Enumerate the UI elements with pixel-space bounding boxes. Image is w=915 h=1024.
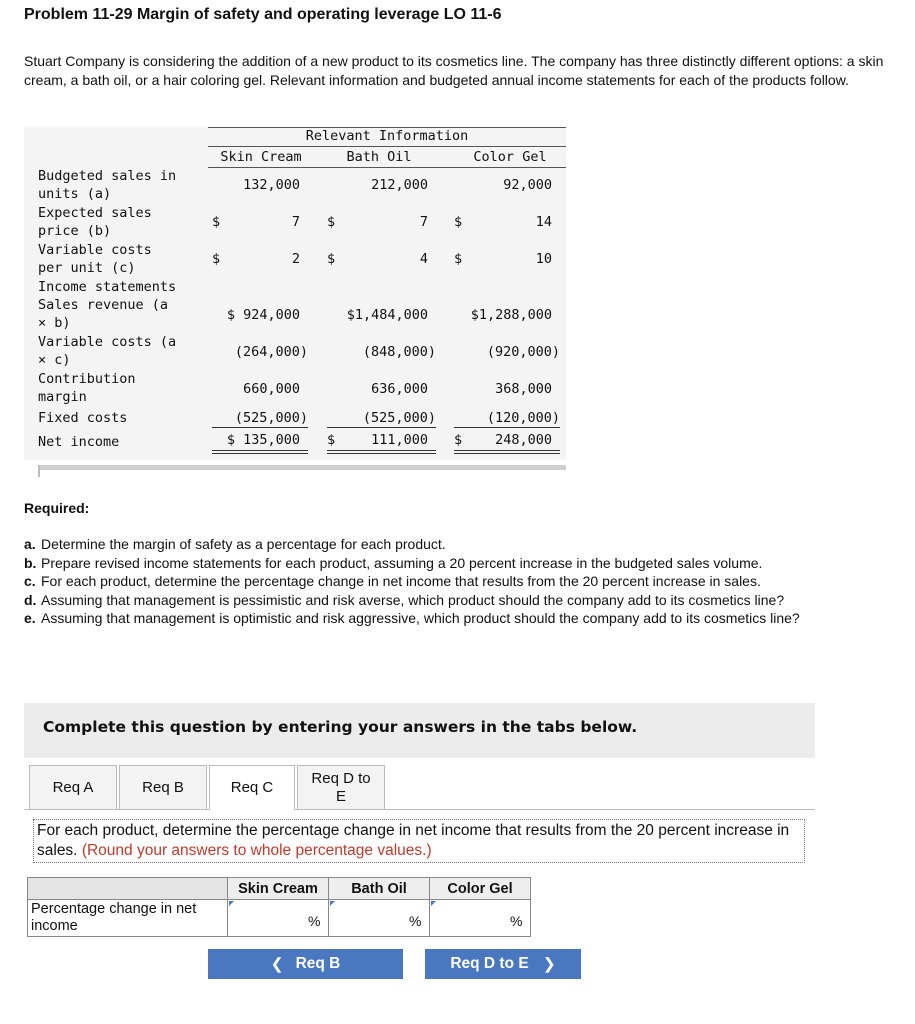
units-label-2: units (a) <box>38 186 112 202</box>
percent-sign: % <box>510 913 523 929</box>
tab-instruction <box>33 819 805 863</box>
required-list <box>24 535 904 628</box>
required-item-d: d. Assuming that management is pessimistic and risk averse, which product should the company add to its cosmetics line? <box>24 591 785 608</box>
ni-gel: 248,000 <box>495 432 552 448</box>
units-bath: 212,000 <box>371 177 428 193</box>
required-item-b: b. Prepare revised income statements for each product, assuming a 20 percent increase in the budgeted sales volume. <box>24 554 763 571</box>
price-bath-dollar: $ <box>327 214 336 230</box>
var-gel-dollar: $ <box>454 251 463 267</box>
var-skin: 2 <box>291 251 300 267</box>
price-gel: 14 <box>535 214 552 230</box>
answer-row-label: Percentage change in net income <box>28 900 228 937</box>
answer-header-blank <box>28 878 228 900</box>
ni-gel-dollar: $ <box>454 432 463 448</box>
revenue-bath: $1,484,000 <box>346 307 428 323</box>
units-skin: 132,000 <box>243 177 300 193</box>
required-item-a: a. Determine the margin of safety as a percentage for each product. <box>24 536 446 552</box>
next-req-d-to-e-button[interactable] <box>425 949 581 979</box>
price-gel-dollar: $ <box>454 214 463 230</box>
input-indicator <box>431 901 436 906</box>
double-underline-gel-b <box>454 453 560 454</box>
table-caption: Relevant Information <box>305 128 469 144</box>
units-label: Budgeted sales in <box>38 168 177 184</box>
fc-skin: (525,000) <box>234 410 308 426</box>
header-mid-rule <box>208 146 566 147</box>
double-underline-gel-a <box>454 450 560 451</box>
instruction-text: For each product, determine the percentage change in net income that results from the 20 percent increase in sales. <box>37 822 790 859</box>
tab-rule-left <box>24 809 209 810</box>
double-underline-bath-b <box>327 453 436 454</box>
fc-bath: (525,000) <box>362 410 436 426</box>
problem-title: Problem 11-29 Margin of safety and operating leverage LO 11-6 <box>24 6 502 23</box>
col-skin-cream: Skin Cream <box>220 149 302 165</box>
instruction-note: (Round your answers to whole percentage values.) <box>81 842 432 859</box>
ni-label: Net income <box>38 434 120 450</box>
required-item-c: c. For each product, determine the percentage change in net income that results from the 20 percent increase in sales. <box>24 573 761 589</box>
underline-gel-fc <box>454 427 560 428</box>
cm-label-2: margin <box>38 389 87 405</box>
tab-rule-right <box>295 809 815 810</box>
fc-label: Fixed costs <box>38 410 128 426</box>
varcost-gel: (920,000) <box>486 344 560 360</box>
prev-button-label: Req B <box>295 955 341 972</box>
ni-skin: $ 135,000 <box>226 432 300 448</box>
col-bath-oil: Bath Oil <box>346 149 412 165</box>
revenue-label-2: × b) <box>38 315 71 331</box>
cm-gel: 368,000 <box>495 381 552 397</box>
tab-req-a[interactable]: Req A <box>29 765 117 810</box>
varcost-label: Variable costs (a <box>38 334 177 350</box>
double-underline-skin-b <box>212 453 308 454</box>
var-label: Variable costs <box>38 242 152 258</box>
answer-table <box>27 877 531 937</box>
table-scrollbar[interactable] <box>38 465 566 470</box>
banner-text: Complete this question by entering your answers in the tabs below. <box>43 718 638 736</box>
varcost-label-2: × c) <box>38 352 71 368</box>
income-statements-label: Income statements <box>38 279 177 295</box>
var-bath: 4 <box>419 251 428 267</box>
instruction-banner <box>24 703 815 758</box>
prev-req-b-button[interactable] <box>208 949 403 979</box>
tab-req-c[interactable]: Req C <box>209 765 295 810</box>
revenue-gel: $1,288,000 <box>470 307 552 323</box>
revenue-skin: $ 924,000 <box>226 307 300 323</box>
input-indicator <box>330 901 335 906</box>
var-skin-dollar: $ <box>212 251 221 267</box>
cm-label: Contribution <box>38 371 136 387</box>
problem-intro: Stuart Company is considering the addition of a new product to its cosmetics line. The company has three distinctly different options: a skin cream, a bath oil, or a hair coloring gel. Relevant information and budgeted annual income statements for each of the products follow. <box>24 53 884 88</box>
price-label: Expected sales <box>38 205 152 221</box>
revenue-label: Sales revenue (a <box>38 297 169 313</box>
answer-col-skin-cream: Skin Cream <box>228 878 329 900</box>
var-bath-dollar: $ <box>327 251 336 267</box>
double-underline-skin-a <box>212 450 308 451</box>
fc-gel: (120,000) <box>486 410 560 426</box>
cm-skin: 660,000 <box>243 381 300 397</box>
cm-bath: 636,000 <box>371 381 428 397</box>
var-label-2: per unit (c) <box>38 260 136 276</box>
tab-req-d-to-e-label: Req D to E <box>311 769 371 805</box>
underline-bath-fc <box>327 427 436 428</box>
answer-col-bath-oil: Bath Oil <box>329 878 430 900</box>
header-bottom-rule <box>208 167 566 168</box>
chevron-right-icon: ❯ <box>542 955 556 973</box>
answer-col-color-gel: Color Gel <box>430 878 531 900</box>
percent-sign: % <box>308 913 321 929</box>
var-gel: 10 <box>535 251 552 267</box>
price-label-2: price (b) <box>38 223 112 239</box>
next-button-label: Req D to E <box>450 955 529 972</box>
price-skin-dollar: $ <box>212 214 221 230</box>
varcost-skin: (264,000) <box>234 344 308 360</box>
percent-sign: % <box>409 913 422 929</box>
answer-input-bath-oil[interactable] <box>329 900 430 937</box>
col-color-gel: Color Gel <box>473 149 547 165</box>
required-heading: Required: <box>24 500 90 516</box>
input-indicator <box>229 901 234 906</box>
units-gel: 92,000 <box>503 177 552 193</box>
answer-input-color-gel[interactable] <box>430 900 531 937</box>
relevant-information-table <box>24 127 566 467</box>
varcost-bath: (848,000) <box>362 344 436 360</box>
tab-req-d-to-e[interactable] <box>297 765 385 810</box>
price-skin: 7 <box>291 214 300 230</box>
tab-req-b[interactable]: Req B <box>119 765 207 810</box>
price-bath: 7 <box>419 214 428 230</box>
chevron-left-icon: ❮ <box>270 955 284 973</box>
answer-input-skin-cream[interactable] <box>228 900 329 937</box>
double-underline-bath-a <box>327 450 436 451</box>
ni-bath-dollar: $ <box>327 432 336 448</box>
ni-bath: 111,000 <box>371 432 428 448</box>
underline-skin-fc <box>212 427 308 428</box>
required-item-e: e. Assuming that management is optimistic and risk aggressive, which product should the company add to its cosmetics line? <box>24 610 800 626</box>
